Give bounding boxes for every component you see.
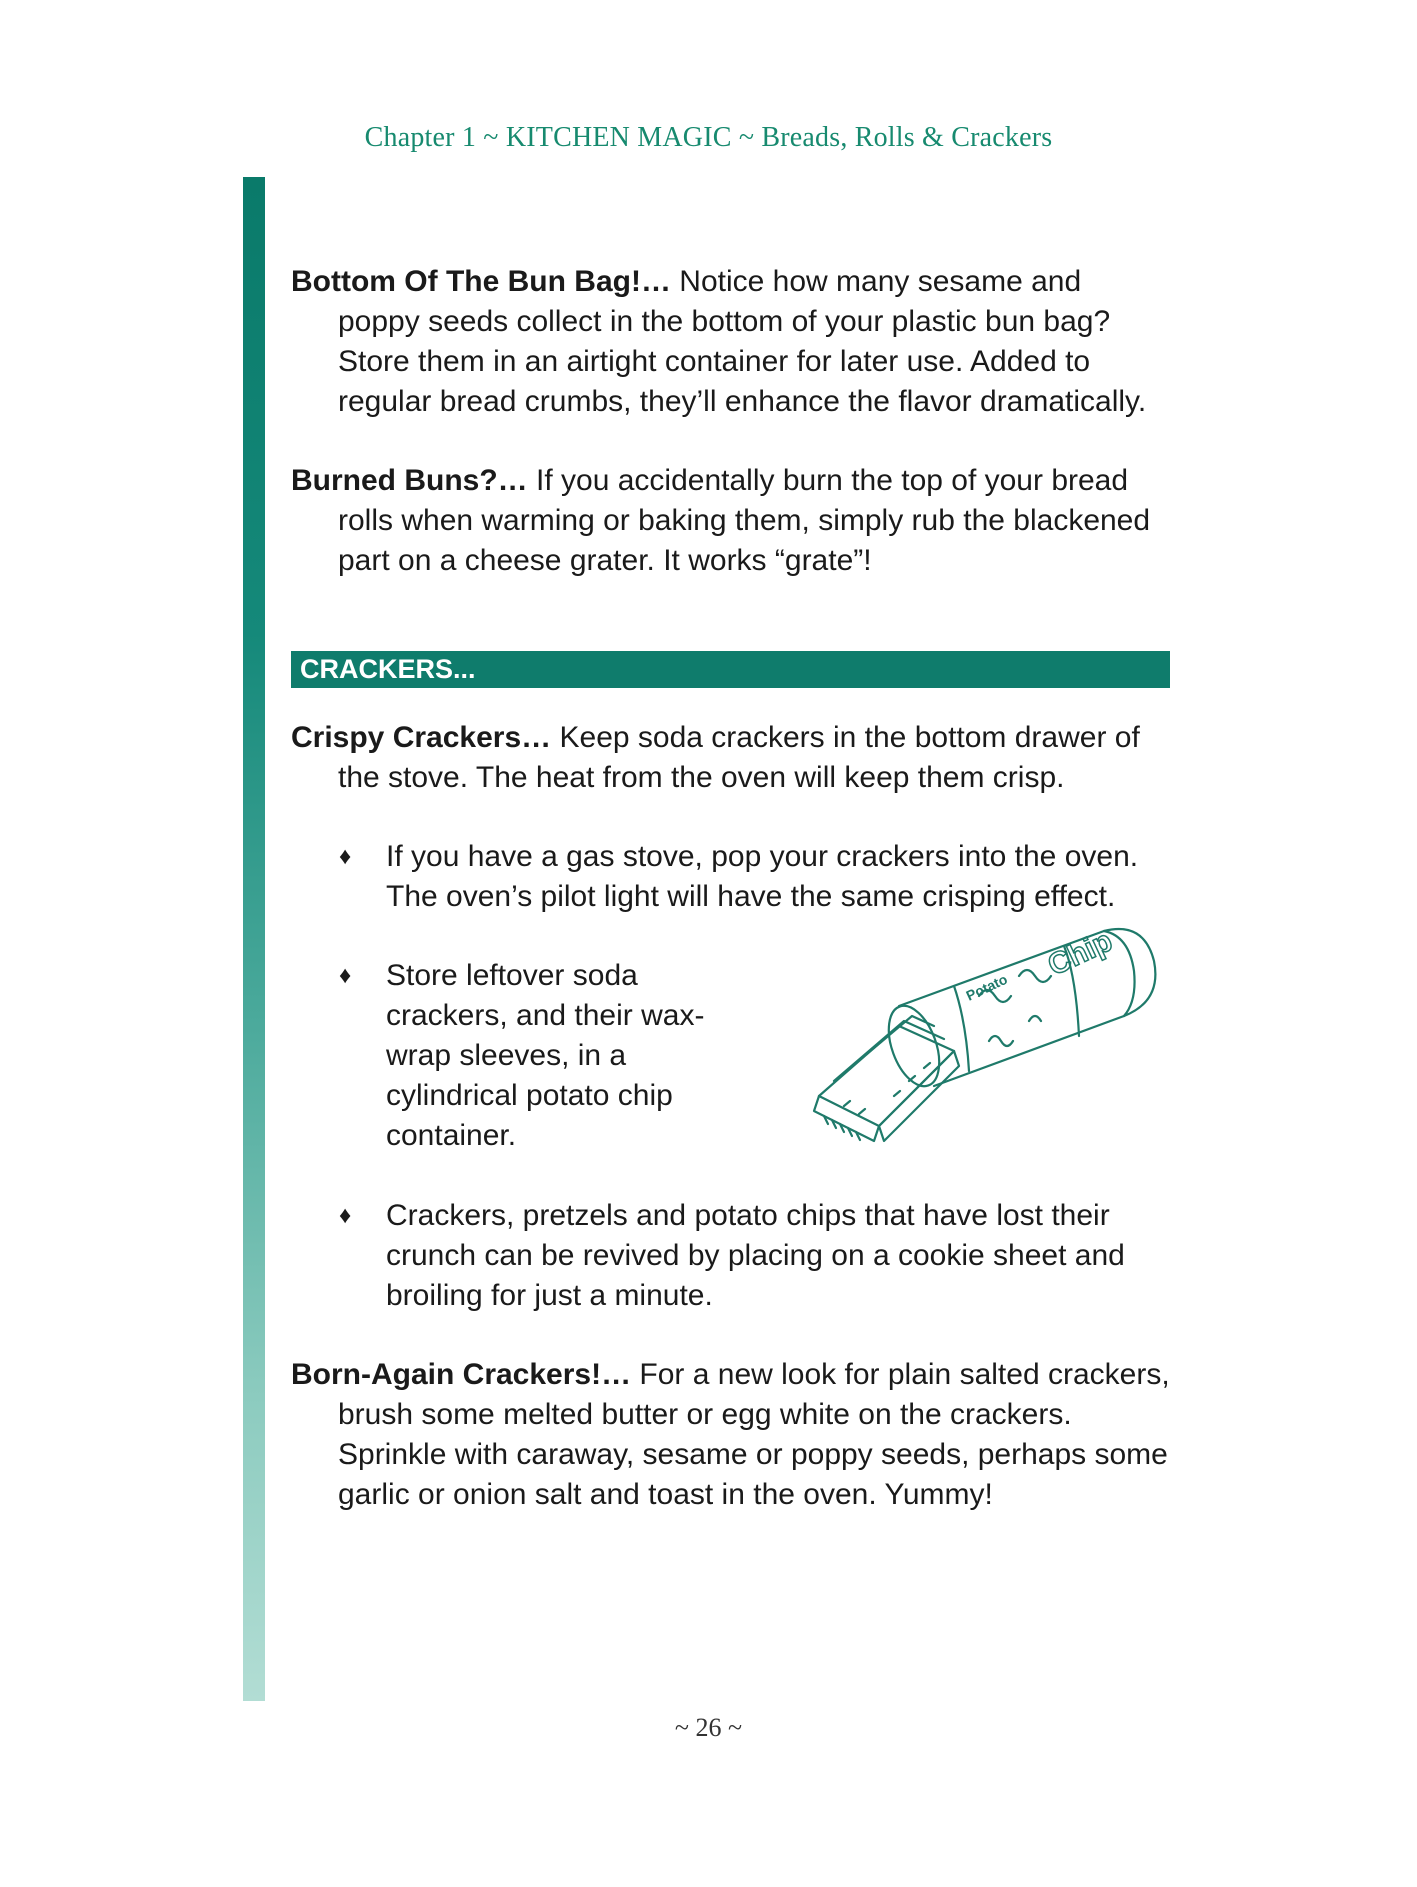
diamond-bullet-icon: ♦ xyxy=(339,962,352,989)
section-heading-crackers: CRACKERS... xyxy=(291,651,1170,688)
tip-crispy-crackers xyxy=(291,718,1171,798)
tube-label-large: Chip xyxy=(1043,924,1118,983)
tip-title: Bottom Of The Bun Bag!… xyxy=(291,265,671,298)
tip-body: Keep soda crackers in the bottom drawer of the stove. The heat from the oven will keep them crisp. xyxy=(338,721,1140,794)
running-head: Chapter 1 ~ KITCHEN MAGIC ~ Breads, Rolls & Crackers xyxy=(364,122,1053,153)
bullet-item xyxy=(339,837,1171,917)
page-number: ~ 26 ~ xyxy=(674,1713,743,1742)
tip-title: Crispy Crackers… xyxy=(291,721,552,754)
diamond-bullet-icon: ♦ xyxy=(339,1202,352,1229)
tip-bun-bag xyxy=(291,262,1171,422)
bullet-text: Store leftover soda crackers, and their wax-wrap sleeves, in a cylindrical potato chip container. xyxy=(386,959,705,1152)
bullet-text: Crackers, pretzels and potato chips that have lost their crunch can be revived by placing on a cookie sheet and broiling for just a minute. xyxy=(386,1199,1125,1312)
bullet-item xyxy=(339,1196,1171,1316)
tip-born-again-crackers xyxy=(291,1355,1171,1515)
tip-body: Notice how many sesame and poppy seeds collect in the bottom of your plastic bun bag? Store them in an airtight container for later use. Added to regular bread crumbs, they’ll enhance the flavor dramatically. xyxy=(338,265,1147,418)
page-content xyxy=(291,262,1171,1515)
tip-body: For a new look for plain salted crackers, brush some melted butter or egg white on the crackers. Sprinkle with caraway, sesame or poppy seeds, perhaps some garlic or onion salt and toast in the oven. Yummy! xyxy=(338,1358,1170,1511)
tip-body: If you accidentally burn the top of your bread rolls when warming or baking them, simply rub the blackened part on a cheese grater. It works “grate”! xyxy=(338,464,1151,577)
tip-burned-buns xyxy=(291,461,1171,581)
cracker-tube-illustration xyxy=(804,921,1164,1151)
tip-title: Burned Buns?… xyxy=(291,464,528,497)
bullet-item xyxy=(339,924,1171,1156)
decorative-side-bar xyxy=(243,177,265,1701)
tube-label-small: Potato xyxy=(963,970,1010,1004)
diamond-bullet-icon: ♦ xyxy=(339,843,352,870)
bullet-text: If you have a gas stove, pop your crackers into the oven. The oven’s pilot light will have the same crisping effect. xyxy=(386,840,1139,913)
tip-title: Born-Again Crackers!… xyxy=(291,1358,632,1391)
